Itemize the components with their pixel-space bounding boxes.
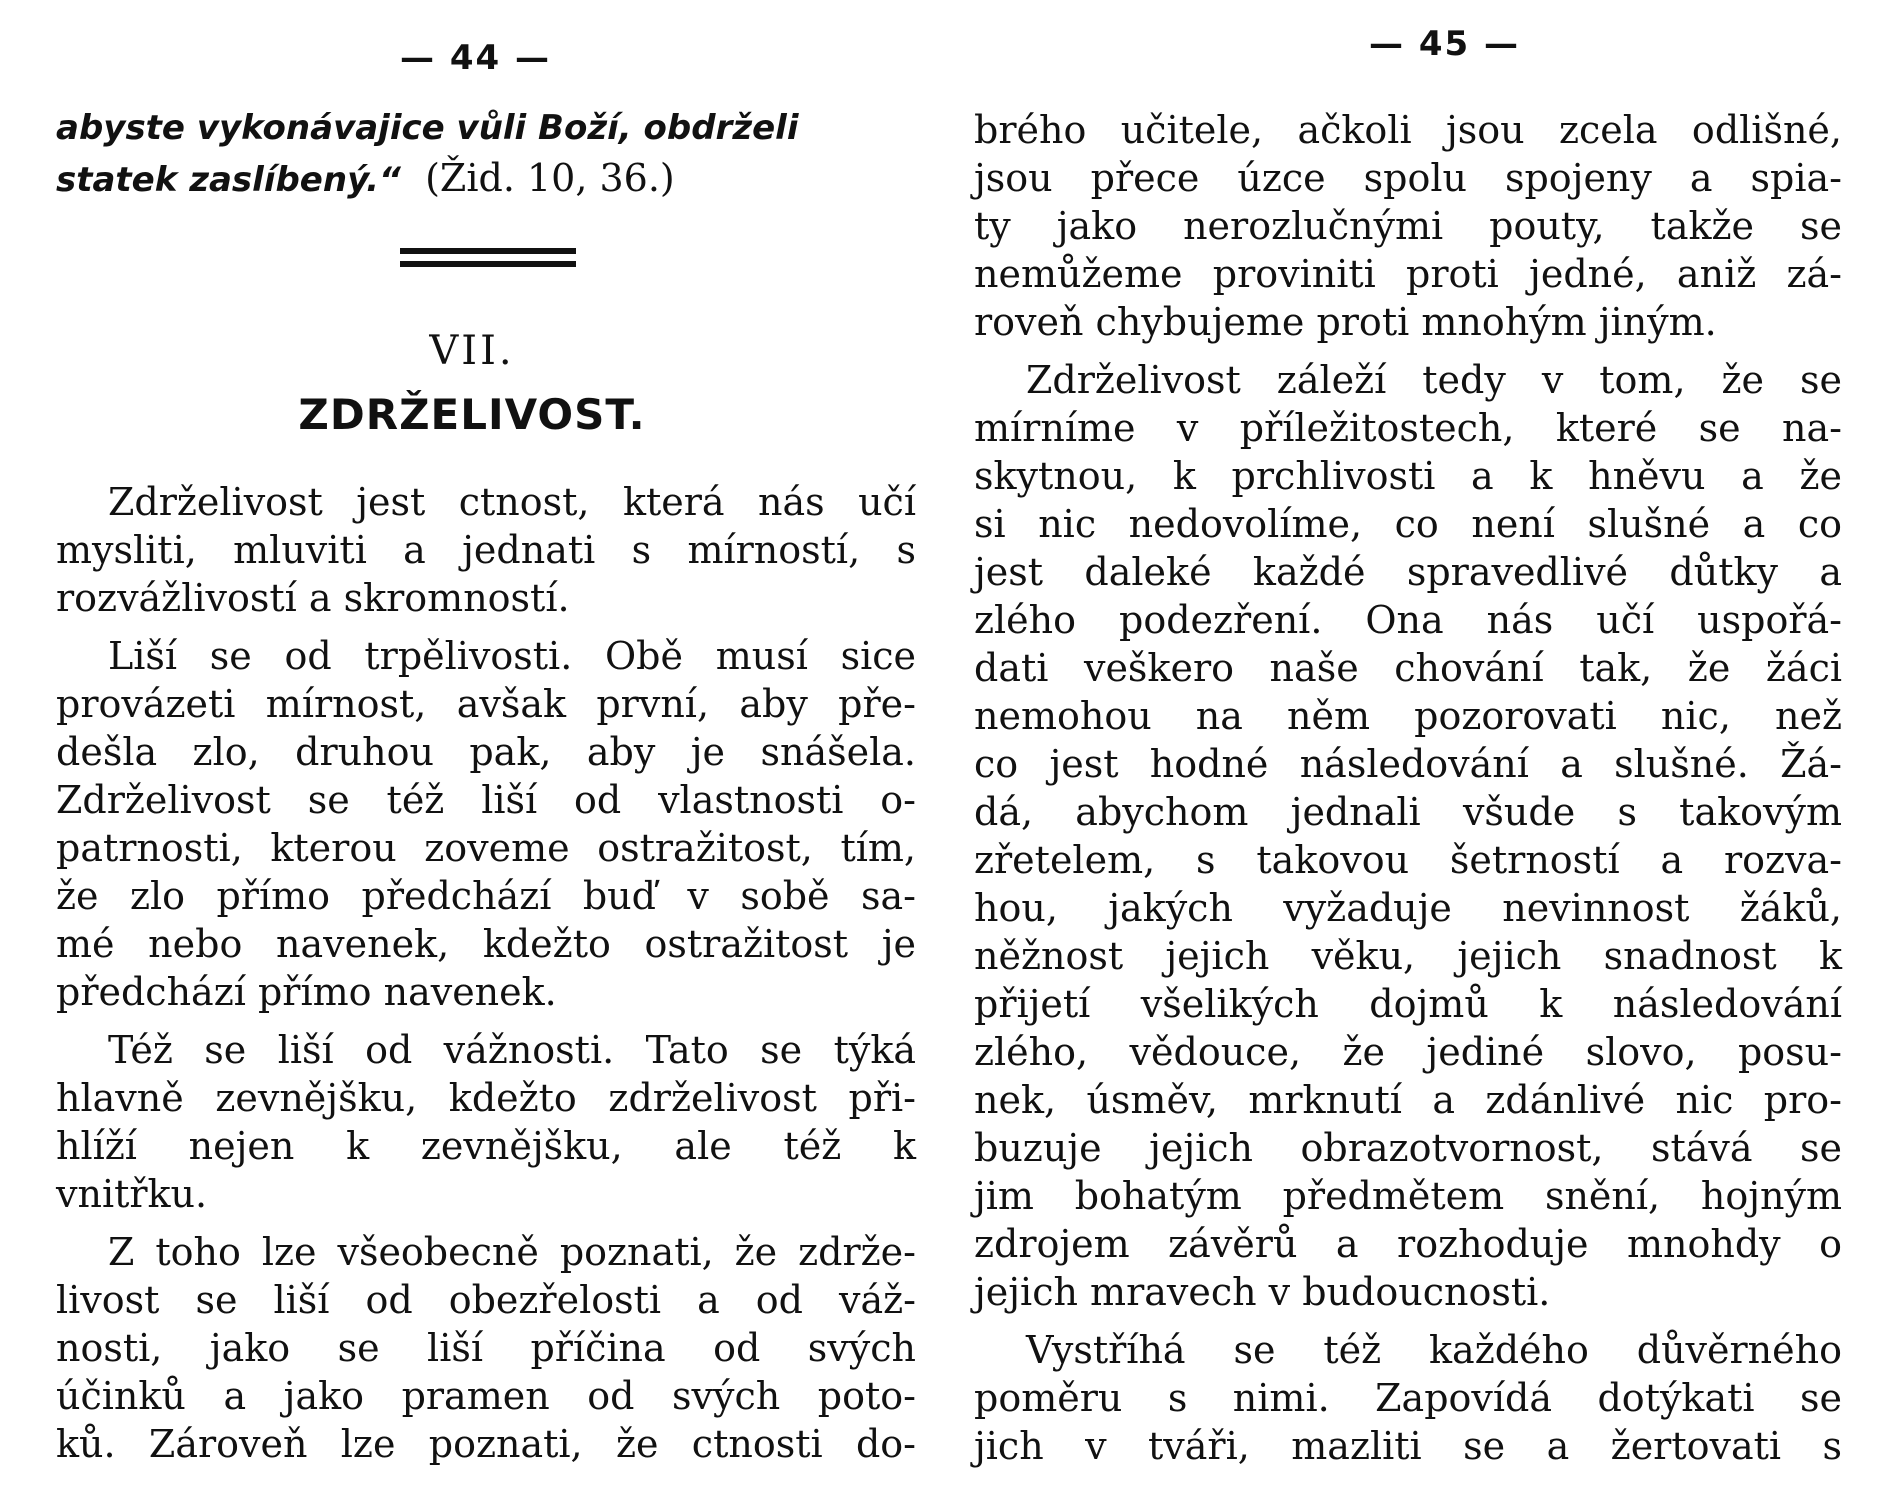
text-line: Zdrželivost záleží tedy v tom, že se bbox=[1026, 358, 1842, 402]
text-line: zlého podezření. Ona nás učí uspořá- bbox=[974, 598, 1842, 642]
text-line: dati veškero naše chování tak, že žáci bbox=[974, 646, 1842, 690]
text-line: nemůžeme proviniti proti jedné, aniž zá- bbox=[974, 252, 1842, 296]
quote-block bbox=[56, 100, 916, 204]
right-page bbox=[944, 0, 1888, 1500]
text-line: že zlo přímo předchází buď v sobě sa- bbox=[56, 874, 916, 918]
paragraph bbox=[974, 356, 1842, 1316]
text-line: něžnost jejich věku, jejich snadnost k bbox=[974, 934, 1842, 978]
text-line: jsou přece úzce spolu spojeny a spia- bbox=[974, 156, 1842, 200]
text-line: nek, úsměv, mrknutí a zdánlivé nic pro- bbox=[974, 1078, 1842, 1122]
text-line: co jest hodné následování a slušné. Žá- bbox=[974, 742, 1842, 786]
text-line: Zdrželivost jest ctnost, která nás učí bbox=[108, 480, 916, 524]
text-line: jejich mravech v budoucnosti. bbox=[974, 1270, 1551, 1314]
left-body-text bbox=[56, 478, 916, 1478]
paragraph bbox=[56, 478, 916, 622]
text-line: Vystříhá se též každého důvěrného bbox=[1026, 1328, 1842, 1372]
paragraph bbox=[56, 1026, 916, 1218]
text-line: mírníme v příležitostech, které se na- bbox=[974, 406, 1842, 450]
quote-italic-text-2: statek zaslíbený.“ bbox=[56, 160, 401, 200]
text-line: livost se liší od obezřelosti a od váž- bbox=[56, 1278, 916, 1322]
text-line: mé nebo navenek, kdežto ostražitost je bbox=[56, 922, 916, 966]
paragraph bbox=[56, 1228, 916, 1468]
text-line: nemohou na něm pozorovati nic, než bbox=[974, 694, 1842, 738]
section-separator bbox=[400, 248, 576, 274]
text-line: dá, abychom jednali všude s takovým bbox=[974, 790, 1842, 834]
text-line: jim bohatým předmětem snění, hojným bbox=[974, 1174, 1842, 1218]
right-body-text bbox=[974, 106, 1842, 1480]
text-line: ty jako nerozlučnými pouty, takže se bbox=[974, 204, 1842, 248]
quote-line-1 bbox=[56, 100, 916, 152]
text-line: jich v tváři, mazliti se a žertovati s bbox=[974, 1424, 1842, 1468]
quote-line-2 bbox=[56, 152, 916, 204]
text-line: patrnosti, kterou zoveme ostražitost, tím, bbox=[56, 826, 916, 870]
text-line: hlíží nejen k zevnějšku, ale též k bbox=[56, 1124, 916, 1168]
separator-bar-top bbox=[400, 248, 576, 254]
chapter-number: VII. bbox=[429, 328, 515, 374]
text-line: roveň chybujeme proti mnohým jiným. bbox=[974, 300, 1717, 344]
quote-italic-text-1: abyste vykonávajice vůli Boží, obdrželi bbox=[56, 108, 799, 148]
text-line: Zdrželivost se též liší od vlastnosti o- bbox=[56, 778, 916, 822]
paragraph bbox=[56, 632, 916, 1016]
text-line: zlého, vědouce, že jediné slovo, posu- bbox=[974, 1030, 1842, 1074]
text-line: mysliti, mluviti a jednati s mírností, s bbox=[56, 528, 916, 572]
text-line: předchází přímo navenek. bbox=[56, 970, 557, 1014]
text-line: hou, jakých vyžaduje nevinnost žáků, bbox=[974, 886, 1842, 930]
text-line: zdrojem závěrů a rozhoduje mnohdy o bbox=[974, 1222, 1842, 1266]
page-number-right: — 45 — bbox=[1369, 24, 1520, 64]
separator-bar-bottom bbox=[400, 261, 576, 267]
page-number-left: — 44 — bbox=[400, 38, 551, 78]
text-line: provázeti mírnost, avšak první, aby pře- bbox=[56, 682, 916, 726]
text-line: vnitřku. bbox=[56, 1172, 208, 1216]
text-line: poměru s nimi. Zapovídá dotýkati se bbox=[974, 1376, 1842, 1420]
text-line: si nic nedovolíme, co není slušné a co bbox=[974, 502, 1842, 546]
text-line: přijetí všelikých dojmů k následování bbox=[974, 982, 1842, 1026]
text-line: hlavně zevnějšku, kdežto zdrželivost při- bbox=[56, 1076, 916, 1120]
text-line: Též se liší od vážnosti. Tato se týká bbox=[108, 1028, 916, 1072]
text-line: buzuje jejich obrazotvornost, stává se bbox=[974, 1126, 1842, 1170]
text-line: nosti, jako se liší příčina od svých bbox=[56, 1326, 916, 1370]
text-line: zřetelem, s takovou šetrností a rozva- bbox=[974, 838, 1842, 882]
quote-citation: (Žid. 10, 36.) bbox=[425, 156, 675, 200]
text-line: brého učitele, ačkoli jsou zcela odlišné, bbox=[974, 108, 1842, 152]
text-line: Z toho lze všeobecně poznati, že zdrže- bbox=[108, 1230, 916, 1274]
text-line: účinků a jako pramen od svých poto- bbox=[56, 1374, 916, 1418]
chapter-title: ZDRŽELIVOST. bbox=[298, 390, 646, 439]
text-line: Liší se od trpělivosti. Obě musí sice bbox=[108, 634, 916, 678]
paragraph bbox=[974, 106, 1842, 346]
text-line: dešla zlo, druhou pak, aby je snášela. bbox=[56, 730, 916, 774]
text-line: ků. Zároveň lze poznati, že ctnosti do- bbox=[56, 1422, 916, 1466]
text-line: rozvážlivostí a skromností. bbox=[56, 576, 570, 620]
text-line: skytnou, k prchlivosti a k hněvu a že bbox=[974, 454, 1842, 498]
paragraph bbox=[974, 1326, 1842, 1470]
text-line: jest daleké každé spravedlivé důtky a bbox=[974, 550, 1842, 594]
